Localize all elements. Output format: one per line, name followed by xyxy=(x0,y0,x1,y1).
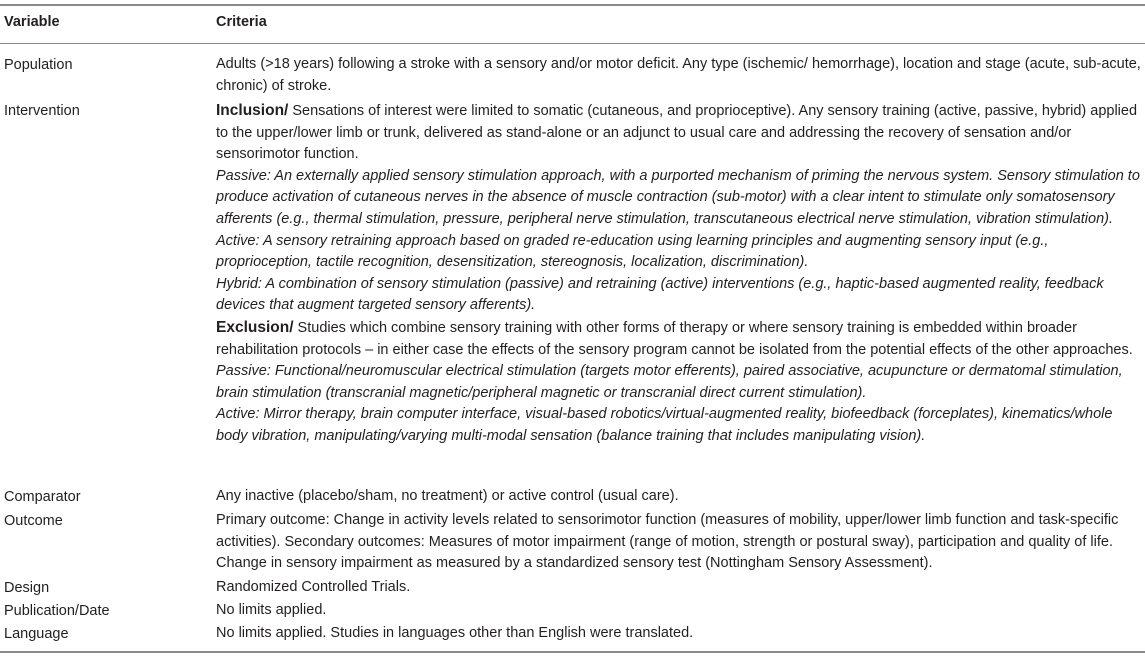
criteria-cell xyxy=(216,623,1142,645)
criteria-cell xyxy=(216,510,1142,575)
inclusion-text: Sensations of interest were limited to somatic (cutaneous, and proprioceptive). Any sensory training (active, passive, hybrid) applied to the upper/lower limb or trunk, delivered as stand-alone or an adjunct to usual care and addressing the recovery of sensation and/or sensorimotor function. xyxy=(216,103,1138,163)
exclusion-active: Active: Mirror therapy, brain computer interface, visual-based robotics/virtual-augmented reality, biofeedback (forceplates), kinematics/whole body vibration, manipulating/varying multi-modal sensation (balance training that includes manipulating vision). xyxy=(216,406,1113,444)
criteria-cell xyxy=(216,100,1142,448)
criteria-text: No limits applied. Studies in languages other than English were translated. xyxy=(216,625,694,641)
criteria-text: No limits applied. xyxy=(216,602,327,618)
criteria-cell xyxy=(216,577,1142,599)
inclusion-paragraph xyxy=(216,100,1142,166)
criteria-text: Primary outcome: Change in activity levels related to sensorimotor function (measures of mobility, upper/lower limb function and task-specific activities). Secondary outcomes: Measures of motor impairment (range of motion, strength or postural sway), participation and quality of life. Change in sensory impairment as measured by a standardized sensory test (Nottingham Sensory Assessment). xyxy=(216,512,1119,572)
variable-cell: Population xyxy=(4,57,73,73)
variable-cell: Publication/Date xyxy=(4,603,110,619)
variable-cell: Intervention xyxy=(4,103,80,119)
inclusion-active: Active: A sensory retraining approach based on graded re-education using learning principles and augmenting sensory input (e.g., proprioception, tactile recognition, desensitization, stereognosis, localization, discrimination). xyxy=(216,232,1049,271)
inclusion-hybrid: Hybrid: A combination of sensory stimulation (passive) and retraining (active) interventions (e.g., haptic-based augmented reality, feedback devices that augment targeted sensory afferents). xyxy=(216,275,1104,314)
exclusion-label: Exclusion/ xyxy=(216,318,294,336)
variable-cell: Design xyxy=(4,580,50,596)
inclusion-passive: Passive: An externally applied sensory stimulation approach, with a purported mechanism of priming the nervous system. Sensory stimulation to produce activation of cutaneous nerves in the absence of muscle contraction (sub-motor) with a clear intent to stimulate only somatosensory afferents (e.g., thermal stimulation, pressure, peripheral nerve stimulation, transcutaneous electrical nerve stimulation, vibration stimulation). xyxy=(216,167,1140,227)
criteria-cell xyxy=(216,486,1142,508)
variable-cell: Comparator xyxy=(4,489,81,505)
variable-cell: Outcome xyxy=(4,513,63,529)
criteria-cell xyxy=(216,54,1142,97)
header-rule xyxy=(0,43,1145,44)
header-variable: Variable xyxy=(4,14,60,30)
header-criteria: Criteria xyxy=(216,14,267,30)
exclusion-paragraph xyxy=(216,317,1142,361)
bottom-rule xyxy=(0,651,1145,653)
inclusion-label: Inclusion/ xyxy=(216,102,289,119)
exclusion-text: Studies which combine sensory training with other forms of therapy or where sensory training is embedded within broader rehabilitation protocols – in either case the effects of the sensory program cannot be isolated from the potential effects of the other approaches. xyxy=(216,319,1133,358)
criteria-cell xyxy=(216,600,1142,622)
variable-cell: Language xyxy=(4,626,69,642)
exclusion-passive: Passive: Functional/neuromuscular electrical stimulation (targets motor efferents), paired associative, acupuncture or dermatomal stimulation, brain stimulation (transcranial magnetic/peripheral magnetic or transcranial direct current stimulation). xyxy=(216,363,1123,401)
criteria-text: Adults (>18 years) following a stroke with a sensory and/or motor deficit. Any type (ischemic/ hemorrhage), location and stage (acute, sub-acute, chronic) of stroke. xyxy=(216,56,1141,94)
criteria-text: Any inactive (placebo/sham, no treatment) or active control (usual care). xyxy=(216,488,679,504)
top-rule xyxy=(0,4,1145,6)
criteria-text: Randomized Controlled Trials. xyxy=(216,579,411,595)
